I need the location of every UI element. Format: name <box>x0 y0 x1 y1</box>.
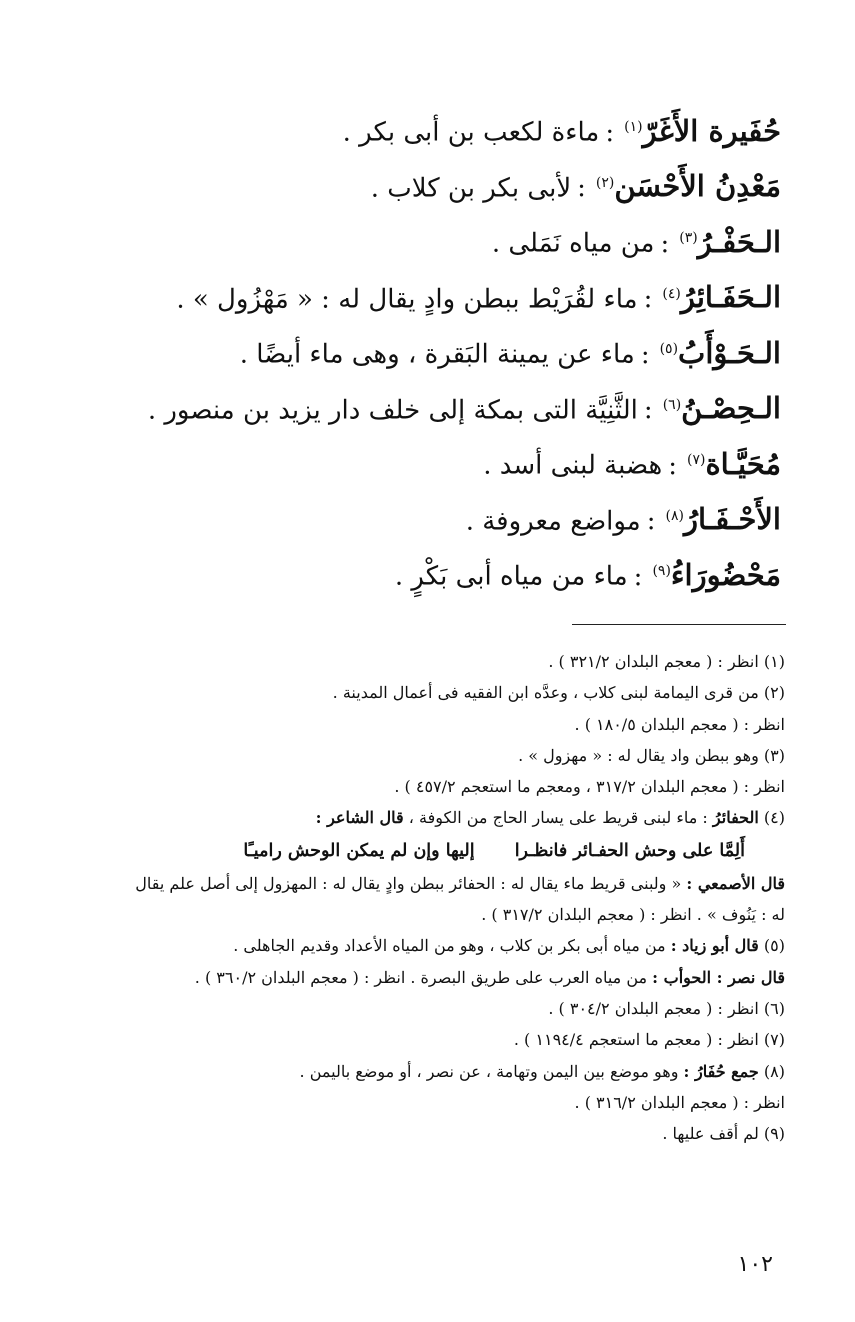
entry <box>81 433 781 489</box>
entry <box>81 544 781 600</box>
footnote-6: (٦) انظر : ( معجم البلدان ٣٠٤/٢ ) . <box>548 998 785 1018</box>
footnote-8 <box>67 1056 785 1087</box>
footnote-3-ref: انظر : ( معجم البلدان ٣١٧/٢ ، ومعجم ما استعجم ٤٥٧/٢ ) . <box>394 777 785 797</box>
footnote-ref: (٩) <box>652 563 671 579</box>
footnote-text: وهو موضع بين اليمن وتهامة ، عن نصر ، أو موضع باليمن . <box>299 1061 679 1081</box>
footnote-term: الحفائرُ <box>712 808 759 828</box>
footnote-ref: (٧) <box>687 452 706 468</box>
footnote-lead: جمع حُفَارُ : <box>683 1061 759 1081</box>
entries-list <box>81 100 781 600</box>
entry-text: ماء من مياه أبى بَكْرٍ . <box>394 561 628 592</box>
entry-separator: : <box>633 561 643 592</box>
footnote-9: (٩) لم أقف عليها . <box>662 1124 785 1144</box>
footnote-lead: قال أبو زياد : <box>670 936 759 956</box>
footnote-5 <box>67 930 785 961</box>
entry-text: من مياه نَمَلى . <box>491 228 655 259</box>
poetry-verse <box>67 834 785 868</box>
entry-text: ماءة لكعب بن أبى بكر . <box>342 117 600 148</box>
footnote-4-quote <box>67 868 785 899</box>
entry-separator: : <box>605 117 615 148</box>
entry-term: الـحِصْـنُ <box>681 391 781 426</box>
footnote-ref: (٦) <box>662 396 682 413</box>
entry-text: ماء عن يمينة البَقرة ، وهى ماء أيضًا . <box>239 339 635 370</box>
page-number: ١٠٢ <box>737 1252 773 1277</box>
footnote-text: من مياه أبى بكر بن كلاب ، وهو من المياه الأعداد وقديم الجاهلى . <box>233 936 666 956</box>
entry <box>81 267 781 323</box>
entry-term: الأَحْـفَـارُ <box>683 502 781 537</box>
footnote-ref: (٣) <box>679 230 698 246</box>
entry-separator: : <box>640 339 650 370</box>
entry-term: مَحْضُورَاءُ <box>670 557 781 592</box>
entry-separator: : <box>643 284 653 315</box>
footnote-number: (٤) <box>763 808 785 828</box>
footnotes <box>67 646 785 1149</box>
footnote-lead: قال نصر : الحوأب : <box>652 967 785 987</box>
entry-text: لأبى بكر بن كلاب . <box>370 173 572 204</box>
entry <box>81 211 781 267</box>
footnote-4-ref: له : يَنُوف » . انظر : ( معجم البلدان ٣١٧/٢ ) . <box>481 905 785 925</box>
footnote-ref: (٤) <box>662 285 681 302</box>
footnote-8-ref: انظر : ( معجم البلدان ٣١٦/٢ ) . <box>574 1092 785 1112</box>
footnote-text: « ولبنى قريط ماء يقال له : الحفائر ببطن وادٍ يقال له : المهزول إلى أصل علم يقال <box>135 873 682 893</box>
footnote-1: (١) انظر : ( معجم البلدان ٣٢١/٢ ) . <box>548 652 785 671</box>
entry-text: هضبة لبنى أسد . <box>483 450 663 481</box>
entry <box>81 378 781 434</box>
entry-separator: : <box>643 395 653 426</box>
entry-term: مُحَيَّـاة <box>705 446 781 481</box>
entry <box>81 489 781 545</box>
entry-text: مواضع معروفة . <box>465 506 641 537</box>
footnote-divider <box>572 624 786 625</box>
verse-hemistich-2: إليها وإن لم يمكن الوحش راميـًا <box>243 840 475 861</box>
entry-separator: : <box>660 228 670 259</box>
entry-term: مَعْدِنُ الأَحْسَن <box>614 169 781 204</box>
entry-text: ماء لقُرَيْط ببطن وادٍ يقال له : « مَهْزُول » . <box>176 284 638 315</box>
entry-term: الـحَـوْأَبُ <box>678 335 781 370</box>
footnote-number: (٥) <box>763 936 785 956</box>
entry <box>81 322 781 378</box>
entry-separator: : <box>646 506 656 537</box>
footnote-number: (٨) <box>763 1061 785 1081</box>
entry-separator: : <box>668 450 677 481</box>
entry <box>81 156 781 212</box>
entry <box>81 100 781 156</box>
footnote-lead: قال الأصمعي : <box>686 873 785 893</box>
footnote-2-ref: انظر : ( معجم البلدان ١٨٠/٥ ) . <box>574 714 785 734</box>
verse-hemistich-1: أَلِمَّا على وحش الحفـائر فانظـرا <box>514 840 745 861</box>
footnote-ref: (٨) <box>665 507 684 524</box>
footnote-ref: (٢) <box>595 174 615 191</box>
entry-separator: : <box>577 173 586 204</box>
footnote-2: (٢) من قرى اليمامة لبنى كلاب ، وعدَّه ابن الفقيه فى أعمال المدينة . <box>332 683 785 703</box>
footnote-text: من مياه العرب على طريق البصرة . انظر : ( معجم البلدان ٣٦٠/٢ ) . <box>194 967 648 987</box>
entry-term: حُفَيرة الأَغَرّ <box>642 113 781 148</box>
footnote-ref: (٥) <box>659 341 679 357</box>
footnote-7: (٧) انظر : ( معجم ما استعجم ١١٩٤/٤ ) . <box>513 1030 785 1050</box>
footnote-4 <box>67 802 785 833</box>
footnote-text: : ماء لبنى قريط على يسار الحاج من الكوفة ، <box>408 808 708 828</box>
footnote-ref: (١) <box>624 119 643 135</box>
entry-text: الثَّنِيَّة التى بمكة إلى خلف دار يزيد بن منصور . <box>147 395 638 426</box>
footnote-3: (٣) وهو ببطن واد يقال له : « مهزول » . <box>518 745 785 765</box>
footnote-poet-lead: قال الشاعر : <box>315 808 404 828</box>
entry-term: الـحَفَـائِرُ <box>680 280 781 315</box>
entry-term: الـحَفْـرُ <box>697 224 781 259</box>
footnote-5-cont <box>67 962 785 993</box>
